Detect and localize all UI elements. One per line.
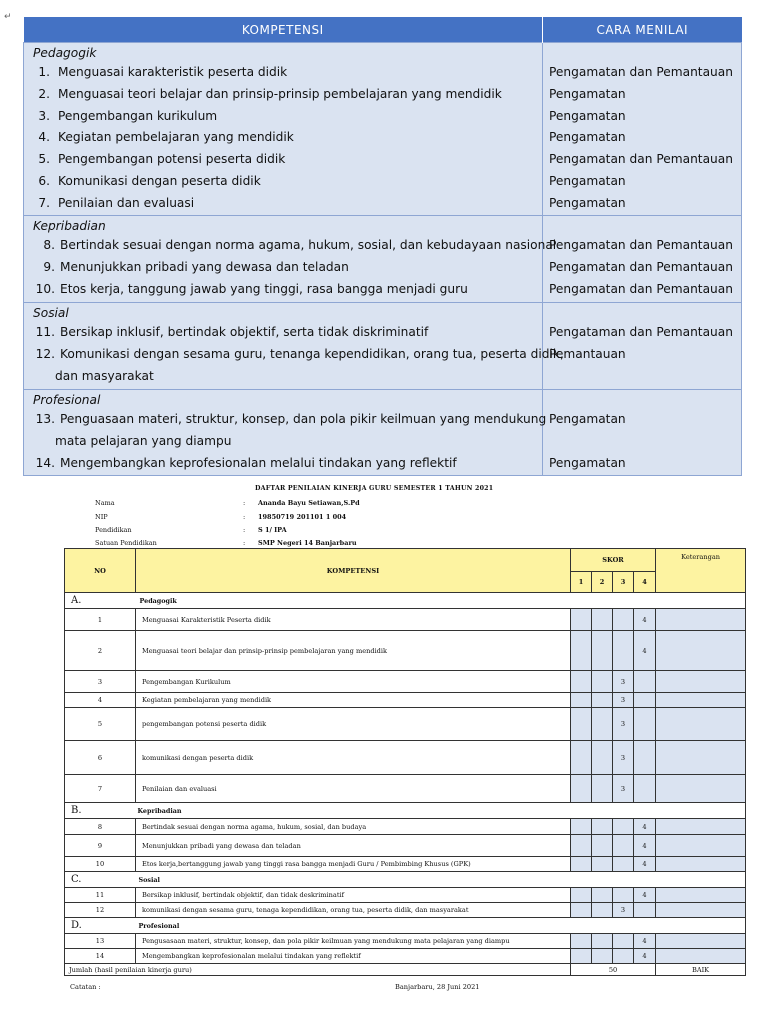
score-cell-2	[592, 609, 613, 631]
row-competency: Bersikap inklusif, bertindak objektif, dan tidak deskriminatif	[136, 888, 571, 903]
table-row	[65, 775, 746, 803]
row-number: 13	[65, 934, 136, 949]
score-cell-4: 4	[634, 835, 656, 857]
row-number: 11	[65, 888, 136, 903]
score-cell-2	[592, 903, 613, 918]
competency-item: 14. Mengembangkan keprofesionalan melalui tindakan yang reflektif	[35, 455, 457, 470]
score-cell-2	[592, 888, 613, 903]
group-sosial	[24, 303, 564, 390]
score-cell-3: 3	[613, 708, 634, 741]
header-no: NO	[65, 549, 136, 593]
score-cell-1	[571, 775, 592, 803]
method-value: Pengamatan	[549, 455, 626, 470]
score-col-3: 3	[613, 572, 634, 593]
row-competency: Menunjukkan pribadi yang dewasa dan teladan	[136, 835, 571, 857]
row-keterangan	[656, 934, 746, 949]
competency-item: 7. Penilaian dan evaluasi	[38, 195, 195, 210]
form-title: DAFTAR PENILAIAN KINERJA GURU SEMESTER 1 TAHUN 2021	[255, 485, 494, 492]
group-profesional	[24, 390, 547, 476]
table-row	[65, 708, 746, 741]
table-row	[65, 609, 746, 631]
score-cell-4: 4	[634, 934, 656, 949]
row-keterangan	[656, 775, 746, 803]
score-cell-1	[571, 693, 592, 708]
score-cell-4: 4	[634, 888, 656, 903]
score-cell-3	[613, 888, 634, 903]
method-value: Pengamatan	[549, 86, 626, 101]
competency-item: 10. Etos kerja, tanggung jawab yang tinggi, rasa bangga menjadi guru	[35, 281, 468, 296]
competency-item: 6. Komunikasi dengan peserta didik	[38, 173, 261, 188]
row-competency: Etos kerja,bertanggung jawab yang tinggi rasa bangga menjadi Guru / Pembimbing Khusus (GPK)	[136, 857, 571, 872]
section-title: Sosial	[136, 872, 746, 888]
row-keterangan	[656, 819, 746, 835]
method-value: Pengamatan dan Pemantauan	[549, 65, 733, 79]
table-row	[65, 835, 746, 857]
row-number: 9	[65, 835, 136, 857]
row-competency: Bertindak sesuai dengan norma agama, hukum, sosial, dan budaya	[136, 819, 571, 835]
competency-item: 12. Komunikasi dengan sesama guru, tenanga kependidikan, orang tua, peserta didik,	[35, 346, 564, 361]
table-row	[65, 903, 746, 918]
group-title: Profesional	[33, 393, 101, 407]
score-cell-1	[571, 835, 592, 857]
score-cell-2	[592, 671, 613, 693]
row-number: 14	[65, 949, 136, 964]
score-cell-2	[592, 934, 613, 949]
score-cell-1	[571, 819, 592, 835]
score-cell-4: 4	[634, 949, 656, 964]
row-keterangan	[656, 708, 746, 741]
competency-method-table	[23, 17, 742, 476]
paragraph-mark: ↵	[4, 12, 12, 22]
score-cell-3: 3	[613, 775, 634, 803]
score-cell-2	[592, 857, 613, 872]
header-skor: SKOR	[571, 549, 656, 572]
method-value	[543, 431, 741, 453]
row-keterangan	[656, 857, 746, 872]
competency-item: 5. Pengembangan potensi peserta didik	[38, 152, 286, 167]
row-keterangan	[656, 903, 746, 918]
row-competency: Menguasai teori belajar dan prinsip-prinsip pembelajaran yang mendidik	[136, 631, 571, 671]
score-cell-3	[613, 819, 634, 835]
methods-kepribadian	[543, 216, 742, 303]
section-title: Kepribadian	[136, 803, 746, 819]
row-competency: Pengusasaan materi, struktur, konsep, dan pola pikir keilmuan yang mendukung mata pelajaran yang diampu	[136, 934, 571, 949]
score-cell-1	[571, 888, 592, 903]
score-cell-4: 4	[634, 631, 656, 671]
header-cara-menilai: CARA MENILAI	[543, 17, 742, 43]
total-note: BAIK	[656, 964, 746, 976]
score-cell-4	[634, 708, 656, 741]
table-row	[65, 857, 746, 872]
score-cell-3: 3	[613, 671, 634, 693]
row-keterangan	[656, 949, 746, 964]
method-value: Pengamatan	[549, 130, 626, 145]
table-row	[65, 631, 746, 671]
table-row	[65, 934, 746, 949]
score-cell-3	[613, 949, 634, 964]
score-cell-2	[592, 631, 613, 671]
group-title: Kepribadian	[33, 219, 106, 233]
methods-pedagogik	[543, 43, 742, 216]
catatan-label: Catatan :	[70, 983, 101, 991]
row-competency: Pengembangan Kurikulum	[136, 671, 571, 693]
score-cell-2	[592, 949, 613, 964]
table-row	[65, 888, 746, 903]
competency-item-continuation: mata pelajaran yang diampu	[55, 433, 232, 448]
competency-item: 2. Menguasai teori belajar dan prinsip-prinsip pembelajaran yang mendidik	[38, 86, 502, 101]
row-number: 7	[65, 775, 136, 803]
score-col-4: 4	[634, 572, 656, 593]
score-cell-2	[592, 775, 613, 803]
row-competency: pengembangan potensi peserta didik	[136, 708, 571, 741]
score-cell-4: 4	[634, 609, 656, 631]
total-value: 50	[571, 964, 656, 976]
group-pedagogik	[24, 43, 543, 216]
section-title: Pedagogik	[136, 593, 746, 609]
score-col-2: 2	[592, 572, 613, 593]
row-number: 8	[65, 819, 136, 835]
row-number: 6	[65, 741, 136, 775]
row-number: 3	[65, 671, 136, 693]
method-value: Pengataman dan Pemantauan	[549, 325, 733, 339]
row-competency: Mengembangkan keprofesionalan melalui tindakan yang reflektif	[136, 949, 571, 964]
row-keterangan	[656, 693, 746, 708]
score-cell-4	[634, 741, 656, 775]
section-letter: B.	[65, 803, 136, 819]
group-kepribadian	[24, 216, 557, 303]
score-cell-2	[592, 708, 613, 741]
table-row	[65, 949, 746, 964]
row-number: 2	[65, 631, 136, 671]
methods-profesional	[543, 390, 742, 476]
competency-item: 4. Kegiatan pembelajaran yang mendidik	[38, 130, 294, 145]
method-value: Pengamatan	[549, 108, 626, 123]
method-value: Pengamatan dan Pemantauan	[549, 152, 733, 167]
score-cell-1	[571, 903, 592, 918]
row-number: 1	[65, 609, 136, 631]
score-cell-4	[634, 693, 656, 708]
section-row	[65, 872, 746, 888]
score-cell-2	[592, 835, 613, 857]
row-number: 12	[65, 903, 136, 918]
section-letter: C.	[65, 872, 136, 888]
competency-item: 1. Menguasai karakteristik peserta didik	[38, 65, 288, 79]
score-cell-1	[571, 631, 592, 671]
competency-item-continuation: dan masyarakat	[55, 368, 154, 383]
method-value: Pengamatan	[549, 412, 626, 426]
score-cell-3: 3	[613, 741, 634, 775]
methods-sosial	[543, 303, 742, 390]
score-cell-4	[634, 903, 656, 918]
row-competency: Penilaian dan evaluasi	[136, 775, 571, 803]
score-cell-1	[571, 949, 592, 964]
score-cell-4	[634, 775, 656, 803]
row-competency: Menguasai Karakteristik Peserta didik	[136, 609, 571, 631]
header-kompetensi: KOMPETENSI	[24, 17, 543, 43]
total-label: Jumlah (hasil penilaian kinerja guru)	[65, 964, 571, 976]
score-table	[64, 548, 746, 976]
row-keterangan	[656, 609, 746, 631]
score-col-1: 1	[571, 572, 592, 593]
score-cell-4: 4	[634, 857, 656, 872]
competency-item: 3. Pengembangan kurikulum	[38, 108, 218, 123]
competency-item: 8. Bertindak sesuai dengan norma agama, hukum, sosial, dan kebudayaan nasional	[43, 238, 557, 252]
score-cell-2	[592, 741, 613, 775]
score-cell-1	[571, 741, 592, 775]
competency-item: 11. Bersikap inklusif, bertindak objektif, serta tidak diskriminatif	[35, 325, 429, 339]
score-cell-1	[571, 934, 592, 949]
row-keterangan	[656, 671, 746, 693]
method-value: Pengamatan	[549, 173, 626, 188]
place-date: Banjarbaru, 28 Juni 2021	[395, 983, 480, 991]
score-cell-1	[571, 609, 592, 631]
section-title: Profesional	[136, 918, 746, 934]
score-cell-3: 3	[613, 693, 634, 708]
row-competency: komunikasi dengan peserta didik	[136, 741, 571, 775]
method-value: Pengamatan dan Pemantauan	[549, 281, 733, 296]
score-cell-3	[613, 857, 634, 872]
score-cell-1	[571, 708, 592, 741]
header-keterangan: Keterangan	[656, 549, 746, 593]
row-keterangan	[656, 631, 746, 671]
score-cell-4: 4	[634, 819, 656, 835]
table-row	[65, 693, 746, 708]
method-value: Pengamatan dan Pemantauan	[549, 259, 733, 274]
score-cell-3	[613, 835, 634, 857]
group-title: Pedagogik	[33, 46, 97, 60]
row-number: 10	[65, 857, 136, 872]
method-value: Pengamatan dan Pemantauan	[549, 238, 733, 252]
score-cell-3	[613, 609, 634, 631]
section-letter: A.	[65, 593, 136, 609]
score-cell-2	[592, 693, 613, 708]
method-value: Pemantauan	[549, 346, 626, 361]
table-row	[65, 741, 746, 775]
score-cell-2	[592, 819, 613, 835]
row-number: 4	[65, 693, 136, 708]
score-cell-1	[571, 857, 592, 872]
row-keterangan	[656, 741, 746, 775]
section-row	[65, 918, 746, 934]
row-competency: Kegiatan pembelajaran yang mendidik	[136, 693, 571, 708]
row-number: 5	[65, 708, 136, 741]
score-cell-3	[613, 631, 634, 671]
competency-item: 9. Menunjukkan pribadi yang dewasa dan teladan	[43, 259, 349, 274]
competency-item: 13. Penguasaan materi, struktur, konsep, dan pola pikir keilmuan yang mendukung	[35, 412, 547, 426]
total-row	[65, 964, 746, 976]
score-cell-3: 3	[613, 903, 634, 918]
section-row	[65, 593, 746, 609]
section-letter: D.	[65, 918, 136, 934]
header-kompetensi: KOMPETENSI	[136, 549, 571, 593]
row-keterangan	[656, 888, 746, 903]
table-row	[65, 819, 746, 835]
section-row	[65, 803, 746, 819]
row-competency: komunikasi dengan sesama guru, tenaga kependidikan, orang tua, peserta didik, dan masyarakat	[136, 903, 571, 918]
group-title: Sosial	[33, 306, 69, 320]
score-cell-1	[571, 671, 592, 693]
method-value: Pengamatan	[549, 195, 626, 210]
score-cell-4	[634, 671, 656, 693]
table-row	[65, 671, 746, 693]
row-keterangan	[656, 835, 746, 857]
score-cell-3	[613, 934, 634, 949]
